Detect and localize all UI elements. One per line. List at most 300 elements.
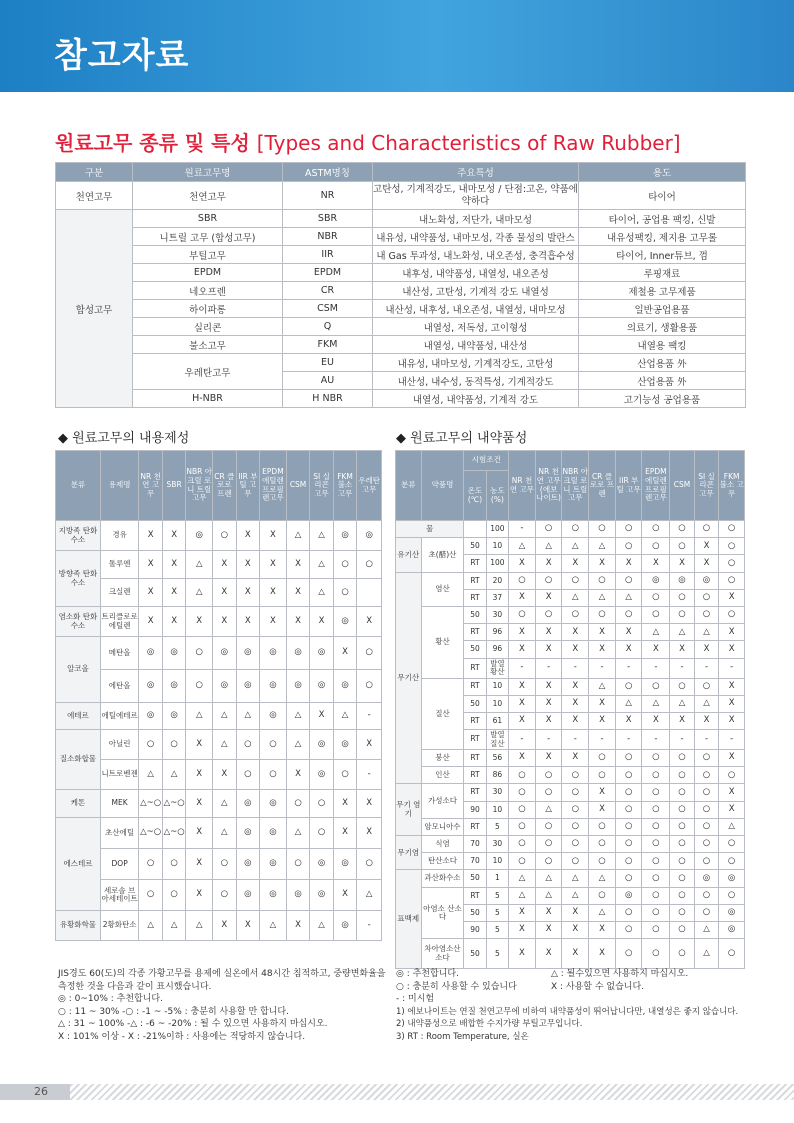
conc-cell: 5 (486, 904, 508, 921)
rating-cell: X (236, 607, 260, 637)
rating-cell: ○ (589, 767, 616, 784)
rating-cell: ◎ (333, 607, 357, 637)
rating-cell: X (535, 939, 562, 969)
astm-cell: NR (283, 182, 373, 210)
conc-cell: 발열 질산 (486, 730, 508, 750)
note-line: 3) RT : Room Temperature, 실온 (396, 1031, 529, 1042)
category-cell: 방향족 탄화수소 (56, 551, 101, 607)
rating-cell: ○ (333, 551, 357, 579)
solvent-header-cell: NBR 아크릴 로니 트릴 고무 (186, 451, 213, 521)
temp-cell: RT (464, 624, 486, 641)
rating-cell: X (642, 641, 670, 658)
use-cell: 산업용품 外 (579, 372, 746, 390)
rating-cell: X (670, 641, 695, 658)
rating-cell: ○ (719, 555, 745, 572)
table-row (56, 911, 382, 941)
rating-cell: ○ (642, 767, 670, 784)
category-cell: 질소화합물 (56, 730, 101, 790)
rating-cell: △ (286, 521, 310, 551)
rating-cell: ○ (186, 670, 213, 703)
rating-cell: △~○ (162, 790, 186, 818)
table-row (396, 853, 745, 870)
category-cell: 지방족 탄화수소 (56, 521, 101, 551)
rating-cell: ○ (509, 818, 536, 835)
rating-cell: X (615, 555, 642, 572)
rating-cell: ○ (670, 801, 695, 818)
solvent-name-cell: 경유 (100, 521, 138, 551)
rating-cell: △ (357, 880, 382, 911)
category-cell: 물 (396, 521, 464, 538)
table-row (56, 228, 746, 246)
note-line: △ : 될수있으면 사용하지 마십시오. (551, 969, 689, 979)
category-cell: 유기산 (396, 538, 422, 572)
use-cell: 제철용 고무제품 (579, 282, 746, 300)
rating-cell: X (260, 607, 287, 637)
rating-cell: X (509, 589, 536, 606)
rating-cell: X (162, 579, 186, 607)
rating-cell: X (509, 712, 536, 729)
temp-cell: RT (464, 784, 486, 801)
rating-cell: - (642, 658, 670, 678)
temp-cell: 50 (464, 904, 486, 921)
note-line: ◎ : 추천합니다. (396, 969, 459, 979)
rating-cell: ◎ (310, 670, 334, 703)
temp-cell: 70 (464, 836, 486, 853)
rating-cell: ○ (357, 670, 382, 703)
rating-cell: △ (213, 703, 237, 730)
rating-cell: X (589, 921, 616, 938)
section-title (55, 127, 681, 156)
rating-cell: △ (562, 538, 589, 555)
table-row (396, 818, 745, 835)
rating-cell: △ (162, 911, 186, 941)
types-header-cell: 원료고무명 (133, 163, 283, 182)
solvent-name-cell: 에틸에테르 (100, 703, 138, 730)
rating-cell: ○ (615, 572, 642, 589)
rating-cell: ○ (260, 730, 287, 760)
rating-cell: ○ (260, 760, 287, 790)
rating-cell: ◎ (357, 521, 382, 551)
conc-cell: 발열 황산 (486, 658, 508, 678)
solvent-header-cell: 용제명 (100, 451, 138, 521)
rating-cell: X (186, 818, 213, 849)
conc-cell: 10 (486, 801, 508, 818)
rating-cell: X (286, 551, 310, 579)
rating-cell: ○ (694, 750, 719, 767)
rating-cell: ○ (615, 538, 642, 555)
rating-cell: ○ (286, 790, 310, 818)
rating-cell: ◎ (694, 870, 719, 887)
rating-cell: X (310, 703, 334, 730)
rating-cell: ○ (562, 784, 589, 801)
conc-cell: 61 (486, 712, 508, 729)
chemical-name-cell: 가성소다 (421, 784, 464, 818)
rating-cell: X (670, 555, 695, 572)
rating-cell: X (535, 555, 562, 572)
rating-cell (357, 579, 382, 607)
rating-cell: ○ (642, 606, 670, 623)
chemical-header-cell: IIR 부틸 고무 (615, 451, 642, 521)
rating-cell: △ (615, 589, 642, 606)
rating-cell: ◎ (236, 670, 260, 703)
feature-cell: 내노화성, 저단가, 내마모성 (373, 210, 579, 228)
rating-cell: ○ (642, 887, 670, 904)
rating-cell: ○ (509, 767, 536, 784)
conc-cell: 96 (486, 641, 508, 658)
note-line: ○ : 충분히 사용할 수 있습니다 (396, 981, 517, 992)
table-row (396, 538, 745, 555)
rating-cell: X (719, 784, 745, 801)
table-row (56, 730, 382, 760)
rating-cell: X (509, 904, 536, 921)
rating-cell: ○ (562, 853, 589, 870)
rating-cell: ◎ (236, 818, 260, 849)
category-cell: 알코올 (56, 637, 101, 703)
chemical-name-cell: 초(醋)산 (421, 538, 464, 572)
rating-cell: ◎ (236, 849, 260, 880)
chemical-header-cell: SI 실리콘 고무 (694, 451, 719, 521)
rating-cell: ○ (236, 760, 260, 790)
rating-cell: ○ (615, 784, 642, 801)
table-row (396, 606, 745, 623)
table-row (56, 579, 382, 607)
table-row (56, 880, 382, 911)
rating-cell: ○ (694, 904, 719, 921)
rating-cell: ◎ (260, 703, 287, 730)
category-cell: 에테르 (56, 703, 101, 730)
chemical-name-cell: 붕산 (421, 750, 464, 767)
rating-cell: ○ (310, 790, 334, 818)
category-cell: 무기산 (396, 572, 422, 784)
rating-cell: △ (535, 538, 562, 555)
rating-cell: X (186, 849, 213, 880)
rating-cell: ◎ (213, 670, 237, 703)
rating-cell: ○ (670, 767, 695, 784)
rating-cell: X (186, 760, 213, 790)
chemical-header-cell: NBR 아크릴 로니 트릴 고무 (562, 451, 589, 521)
rating-cell: X (333, 637, 357, 670)
temp-cell: RT (464, 750, 486, 767)
conc-cell: 30 (486, 784, 508, 801)
rating-cell: X (535, 904, 562, 921)
rating-cell: △ (286, 730, 310, 760)
rating-cell: ○ (562, 801, 589, 818)
rating-cell: ○ (719, 521, 745, 538)
rating-cell: ○ (670, 870, 695, 887)
rating-cell: X (719, 678, 745, 695)
rating-cell: ○ (642, 521, 670, 538)
rating-cell: X (589, 712, 616, 729)
rating-cell: X (589, 695, 616, 712)
rating-cell: ○ (589, 818, 616, 835)
rating-cell: △ (562, 870, 589, 887)
use-cell: 내유성팩킹, 제지용 고무롤 (579, 228, 746, 246)
chemical-header-cell: 분류 (396, 451, 422, 521)
use-cell: 내열용 팩킹 (579, 336, 746, 354)
rating-cell: ○ (642, 784, 670, 801)
astm-cell: CR (283, 282, 373, 300)
rating-cell: ○ (589, 606, 616, 623)
chemical-name-cell: 아염소 산소다 (421, 887, 464, 939)
rating-cell: X (286, 579, 310, 607)
rating-cell: ◎ (213, 637, 237, 670)
rating-cell: ○ (589, 853, 616, 870)
rating-cell: X (719, 712, 745, 729)
rating-cell: X (162, 607, 186, 637)
rubber-name-cell: H-NBR (133, 390, 283, 408)
rating-cell: △ (589, 678, 616, 695)
feature-cell: 내열성, 내약품성, 기계적 강도 (373, 390, 579, 408)
rating-cell: △ (642, 695, 670, 712)
conc-cell: 5 (486, 818, 508, 835)
rating-cell: ○ (509, 853, 536, 870)
table-row (396, 887, 745, 904)
rating-cell: X (213, 607, 237, 637)
rating-cell: X (535, 624, 562, 641)
rating-cell: X (357, 730, 382, 760)
rating-cell: ○ (186, 637, 213, 670)
rubber-name-cell: 부틸고무 (133, 246, 283, 264)
rating-cell: ◎ (333, 730, 357, 760)
conc-cell: 5 (486, 887, 508, 904)
rating-cell: X (357, 607, 382, 637)
rating-cell: ○ (535, 606, 562, 623)
rating-cell: X (589, 624, 616, 641)
rating-cell: △~○ (139, 818, 163, 849)
rating-cell: ◎ (162, 670, 186, 703)
rating-cell: △ (589, 904, 616, 921)
category-cell: 천연고무 (56, 182, 133, 210)
table-row (396, 767, 745, 784)
table-row (56, 264, 746, 282)
rating-cell: ○ (589, 750, 616, 767)
chemical-name-cell: 탄산소다 (421, 853, 464, 870)
rating-cell: ○ (615, 870, 642, 887)
temp-cell: 50 (464, 695, 486, 712)
feature-cell: 내열성, 내약품성, 내산성 (373, 336, 579, 354)
rating-cell: △ (139, 911, 163, 941)
table-row (56, 521, 382, 551)
rating-cell: ○ (333, 760, 357, 790)
rating-cell: X (562, 750, 589, 767)
rating-cell: X (719, 801, 745, 818)
solvent-header-cell: CSM (286, 451, 310, 521)
rating-cell: X (694, 641, 719, 658)
table-row (396, 836, 745, 853)
conc-cell: 1 (486, 870, 508, 887)
rating-cell: ○ (509, 784, 536, 801)
rating-cell: ○ (615, 767, 642, 784)
table-row (56, 849, 382, 880)
rating-cell: △ (694, 939, 719, 969)
rating-cell: △ (186, 703, 213, 730)
rating-cell: ○ (562, 572, 589, 589)
rating-cell: X (562, 712, 589, 729)
conc-cell: 5 (486, 921, 508, 938)
rating-cell: ○ (670, 784, 695, 801)
rating-cell: △ (509, 538, 536, 555)
chemical-header-cell: EPDM 에틸렌 프로필 렌고무 (642, 451, 670, 521)
rating-cell: ○ (670, 939, 695, 969)
rating-cell: ◎ (333, 911, 357, 941)
rating-cell: ○ (615, 750, 642, 767)
table-row (56, 818, 382, 849)
rating-cell: - (670, 658, 695, 678)
temp-cell: RT (464, 589, 486, 606)
astm-cell: EPDM (283, 264, 373, 282)
rating-cell: ○ (139, 880, 163, 911)
rating-cell: ○ (615, 818, 642, 835)
rubber-name-cell: 불소고무 (133, 336, 283, 354)
rating-cell: ○ (694, 784, 719, 801)
section-title-en: [Types and Characteristics of Raw Rubber] (256, 131, 681, 155)
rating-cell: - (562, 658, 589, 678)
rating-cell: ◎ (310, 880, 334, 911)
rating-cell: X (615, 641, 642, 658)
rating-cell: ○ (719, 606, 745, 623)
solvent-notes (58, 968, 386, 1043)
table-row (56, 246, 746, 264)
solvent-header-cell: 우레탄 고무 (357, 451, 382, 521)
rating-cell: ◎ (260, 849, 287, 880)
table-row (396, 572, 745, 589)
table-row (56, 300, 746, 318)
rubber-name-cell: 천연고무 (133, 182, 283, 210)
rating-cell: ◎ (139, 670, 163, 703)
temp-cell: 90 (464, 801, 486, 818)
rating-cell: △ (562, 589, 589, 606)
rating-cell: X (213, 911, 237, 941)
rating-cell: △~○ (139, 790, 163, 818)
table-row (396, 678, 745, 695)
rating-cell: △ (694, 624, 719, 641)
rubber-name-cell: SBR (133, 210, 283, 228)
rating-cell: X (333, 790, 357, 818)
rating-cell: ○ (562, 521, 589, 538)
rating-cell: ○ (139, 849, 163, 880)
rating-cell: ○ (642, 904, 670, 921)
rating-cell: ◎ (162, 703, 186, 730)
rating-cell: X (357, 818, 382, 849)
rating-cell: ○ (562, 818, 589, 835)
rating-cell: X (236, 521, 260, 551)
rating-cell: ○ (357, 849, 382, 880)
rating-cell: X (694, 712, 719, 729)
rating-cell: ○ (719, 853, 745, 870)
astm-cell: Q (283, 318, 373, 336)
category-cell: 합성고무 (56, 210, 133, 408)
chemical-header-cell: NR 천연 고무 (509, 451, 536, 521)
table-row (56, 637, 382, 670)
rating-cell: ◎ (286, 637, 310, 670)
rating-cell: ◎ (139, 637, 163, 670)
rating-cell: - (694, 730, 719, 750)
temp-cell: RT (464, 555, 486, 572)
chemical-header-cell: 농도 (%) (486, 471, 508, 521)
rating-cell: X (562, 641, 589, 658)
rating-cell: X (186, 790, 213, 818)
rating-cell: ○ (694, 887, 719, 904)
rating-cell: △ (719, 818, 745, 835)
rating-cell: - (589, 658, 616, 678)
rating-cell: - (719, 730, 745, 750)
rating-cell: X (535, 750, 562, 767)
note-line: X : 101% 이상 - X : -21%이하 : 사용에는 적당하지 않습니다. (58, 1031, 306, 1042)
feature-cell: 내산성, 내후성, 내오존성, 내열성, 내마모성 (373, 300, 579, 318)
rating-cell: X (357, 790, 382, 818)
chemical-name-cell: 과산화수소 (421, 870, 464, 887)
rating-cell: △ (286, 703, 310, 730)
rating-cell: ○ (642, 750, 670, 767)
temp-cell: RT (464, 767, 486, 784)
rating-cell: ○ (286, 849, 310, 880)
rating-cell: △ (589, 589, 616, 606)
rating-cell: X (186, 607, 213, 637)
rating-cell: △ (670, 695, 695, 712)
conc-cell: 10 (486, 678, 508, 695)
rating-cell: - (694, 658, 719, 678)
solvent-name-cell: 2황화탄소 (100, 911, 138, 941)
solvent-name-cell: 니트로벤젠 (100, 760, 138, 790)
rating-cell: ◎ (260, 880, 287, 911)
rating-cell: X (562, 904, 589, 921)
rating-cell: ○ (535, 818, 562, 835)
rating-cell: ◎ (139, 703, 163, 730)
temp-cell: 70 (464, 853, 486, 870)
rating-cell: ◎ (615, 887, 642, 904)
rating-cell: - (615, 658, 642, 678)
rating-cell: ◎ (162, 637, 186, 670)
table-row (56, 210, 746, 228)
solvent-name-cell: 톨루엔 (100, 551, 138, 579)
rating-cell: △ (670, 624, 695, 641)
rating-cell: △ (186, 579, 213, 607)
rating-cell: ○ (615, 606, 642, 623)
rating-cell: X (589, 939, 616, 969)
temp-cell: 90 (464, 921, 486, 938)
rating-cell: ◎ (236, 880, 260, 911)
rating-cell: X (260, 579, 287, 607)
category-cell: 염소화 탄화수소 (56, 607, 101, 637)
chemical-name-cell: 인산 (421, 767, 464, 784)
rating-cell: - (719, 658, 745, 678)
rating-cell: X (509, 750, 536, 767)
astm-cell: CSM (283, 300, 373, 318)
rating-cell: ◎ (236, 637, 260, 670)
rating-cell: ○ (694, 521, 719, 538)
rating-cell: X (236, 579, 260, 607)
rubber-types-table (55, 162, 746, 408)
rating-cell: ○ (670, 521, 695, 538)
rating-cell: ◎ (260, 670, 287, 703)
table-row (56, 354, 746, 372)
rating-cell: X (535, 695, 562, 712)
rating-cell: ○ (535, 836, 562, 853)
note-line: △ : 31 ~ 100% -△ : -6 ~ -20% : 될 수 있으면 사용하지 마십시오. (58, 1019, 328, 1029)
rating-cell: X (260, 521, 287, 551)
rating-cell: △ (213, 818, 237, 849)
rating-cell: X (509, 641, 536, 658)
feature-cell: 내유성, 내마모성, 기계적강도, 고탄성 (373, 354, 579, 372)
rating-cell: X (719, 641, 745, 658)
rating-cell: ○ (615, 678, 642, 695)
rating-cell: - (357, 760, 382, 790)
rating-cell: ○ (670, 606, 695, 623)
solvent-header-cell: FKM 불소 고무 (333, 451, 357, 521)
solvent-name-cell: 메탄올 (100, 637, 138, 670)
rating-cell: △ (562, 887, 589, 904)
types-header-cell: 주요특성 (373, 163, 579, 182)
